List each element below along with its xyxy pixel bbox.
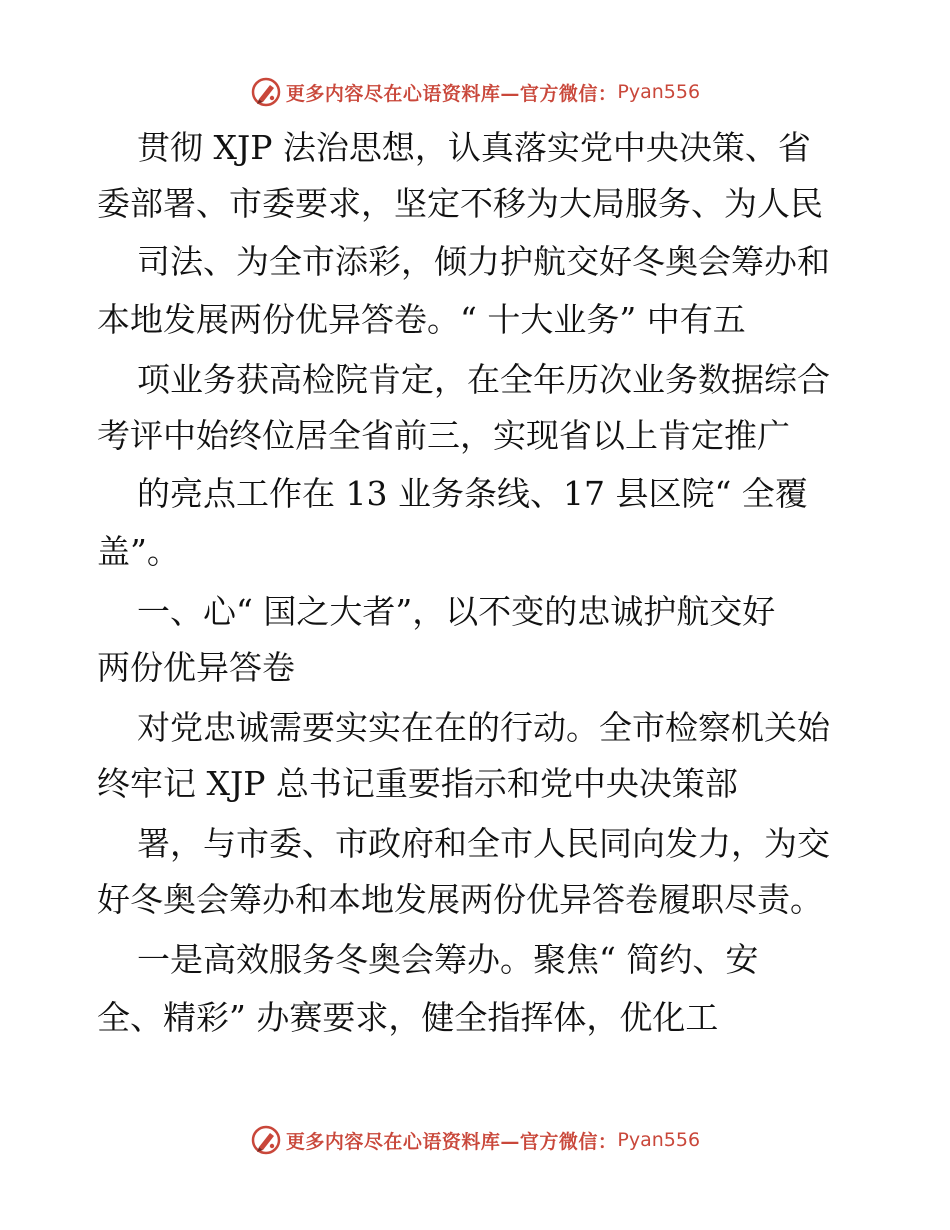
text-line: 贯彻 XJP 法治思想，认真落实党中央决策、省 (137, 128, 811, 167)
text-line: 的亮点工作在 13 业务条线、17 县区院“ 全覆 (137, 474, 808, 513)
text-line: 项业务获高检院肯定，在全年历次业务数据综合 (137, 360, 830, 399)
text-line: 司法、为全市添彩，倾力护航交好冬奥会筹办和 (137, 242, 830, 281)
text-line: 本地发展两份优异答卷。“ 十大业务” 中有五 (97, 300, 746, 339)
header-banner-text: 更多内容尽在心语资料库—官方微信： (285, 82, 618, 105)
footer-banner-text: 更多内容尽在心语资料库—官方微信： (285, 1130, 618, 1153)
text-line: 全、精彩” 办赛要求，健全指挥体，优化工 (97, 998, 719, 1037)
text-line: 署，与市委、市政府和全市人民同向发力，为交 (137, 824, 830, 863)
text-line: 考评中始终位居全省前三，实现省以上肯定推广 (97, 416, 790, 455)
text-line: 两份优异答卷 (97, 648, 295, 687)
pen-circle-logo-icon (250, 1124, 282, 1156)
text-line: 终牢记 XJP 总书记重要指示和党中央决策部 (97, 764, 738, 803)
header-banner[interactable] (0, 72, 950, 112)
text-line: 委部署、市委要求，坚定不移为大局服务、为人民 (97, 184, 823, 223)
footer-banner-brand: Pyan556 (617, 1129, 701, 1151)
text-line: 一是高效服务冬奥会筹办。聚焦“ 简约、安 (137, 940, 759, 979)
text-line: 对党忠诚需要实实在在的行动。全市检察机关始 (137, 708, 830, 747)
header-banner-brand: Pyan556 (617, 81, 701, 103)
footer-banner[interactable] (0, 1120, 950, 1160)
pen-circle-logo-icon (250, 76, 282, 108)
text-line: 一、心“ 国之大者”，以不变的忠诚护航交好 (137, 592, 776, 631)
text-line: 好冬奥会筹办和本地发展两份优异答卷履职尽责。 (97, 880, 823, 919)
text-line: 盖”。 (97, 532, 180, 571)
